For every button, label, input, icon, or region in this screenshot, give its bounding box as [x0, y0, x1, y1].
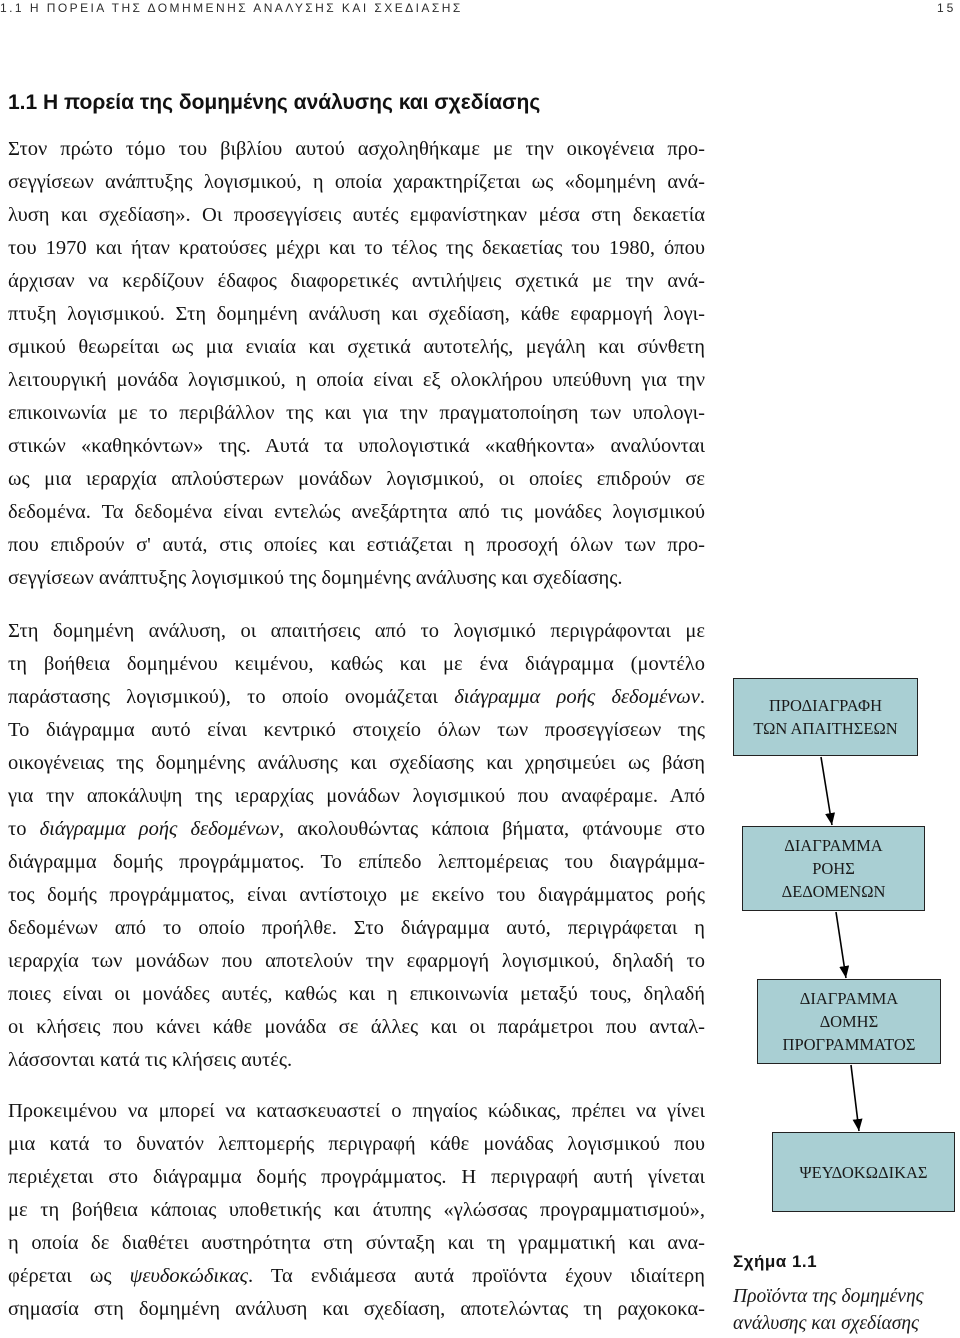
text-run: το — [8, 818, 40, 840]
flow-arrow — [821, 757, 832, 825]
emphasized-term: διάγραμμα ροής δεδομένων — [39, 818, 279, 840]
text-line: του 1970 και ήταν κρατούσες μέχρι και το τέλος της δεκαετίας του 1980, όπου — [8, 237, 705, 259]
text-line: η οποία δε διαθέτει αυστηρότητα στη σύνταξη και τη γραμματική και ανα- — [8, 1232, 705, 1254]
text-line: τος δομής προγράμματος, είναι αντίστοιχο με εκείνο του διαγράμματος ροής — [8, 884, 705, 906]
text-line: Στη δομημένη ανάλυση, οι απαιτήσεις από το λογισμικό περιγράφονται με — [8, 620, 705, 642]
box-label-line: ΔΕΔΟΜΕΝΩΝ — [781, 882, 886, 901]
paragraph — [8, 133, 705, 595]
text-line: ιεραρχία των μονάδων που αποτελούν την εφαρμογή λογισμικού, δηλαδή το — [8, 950, 705, 972]
box-label-line: ΔΟΜΗΣ — [819, 1012, 879, 1031]
text-line: άρχισαν να κερδίζουν έδαφος διαφορετικές αντιλήψεις σχετικά με την ανά- — [8, 270, 705, 292]
text-line: περιέχεται στο διάγραμμα δομής προγράμματος. Η περιγραφή αυτή γίνεται — [8, 1166, 705, 1188]
text-line: δεδομένων από το οποίο προήλθε. Στο διάγραμμα αυτό, περιγράφεται η — [8, 917, 705, 939]
text-line: που επιδρούν σ' αυτά, στις οποίες και εστιάζεται η προσοχή όλων των προ- — [8, 534, 705, 556]
figure-label: Σχήμα 1.1 — [733, 1252, 818, 1271]
text-line: λάσσονται κατά τις κλήσεις αυτές. — [8, 1049, 293, 1071]
text-line: σεγγίσεων ανάπτυξης λογισμικού, η οποία χαρακτηρίζεται ως «δομημένη ανά- — [8, 171, 705, 193]
box-label-line: ΠΡΟΓΡΑΜΜΑΤΟΣ — [782, 1035, 916, 1054]
text-line: στικών «καθηκόντων» της. Αυτά τα υπολογιστικά «καθήκοντα» αναλύονται — [8, 435, 705, 457]
box-label-line: ΔΙΑΓΡΑΜΜΑ — [784, 836, 883, 855]
text-line: λειτουργική μονάδα λογισμικού, η οποία είναι εξ ολοκλήρου υπεύθυνη για την — [8, 369, 705, 391]
text-line: οι κλήσεις που κάνει κάθε μονάδα σε άλλες και οι παράμετροι που ανταλ- — [8, 1016, 705, 1038]
text-line: Προκειμένου να μπορεί να κατασκευαστεί ο πηγαίος κώδικας, πρέπει να γίνει — [8, 1100, 705, 1122]
text-run: παράστασης λογισμικού), το οποίο ονομάζεται — [8, 686, 455, 708]
page-number: 15 — [937, 1, 957, 15]
text-run: , ακολουθώντας κάποια βήματα, φτάνουμε στο — [278, 818, 705, 840]
box-label-line: ΨΕΥΔΟΚΩΔΙΚΑΣ — [799, 1162, 928, 1182]
text-line: Το διάγραμμα αυτό είναι κεντρικό στοιχείο όλων των προσεγγίσεων της — [8, 719, 705, 741]
box-requirements-specification — [733, 678, 918, 756]
flow-arrow — [851, 1065, 859, 1131]
paragraph — [8, 1095, 705, 1326]
text-line: σημασία στη δομημένη ανάλυση και σχεδίαση, αποτελώντας τη ραχοκοκα- — [8, 1298, 705, 1320]
text-line: για την αποκάλυψη της ιεραρχίας μονάδων λογισμικού που αναφέραμε. Από — [8, 785, 705, 807]
box-pseudocode — [772, 1132, 955, 1212]
paragraph — [8, 615, 705, 1077]
figure-caption — [733, 1283, 924, 1337]
text-line: με τη βοήθεια κάποιας υποθετικής και άτυπης «γλώσσας προγραμματισμού», — [8, 1199, 705, 1221]
text-line — [8, 1260, 705, 1293]
text-line: επικοινωνία με το περιβάλλον της και για την πραγματοποίηση των υπολογι- — [8, 402, 705, 424]
text-line: πτυξη λογισμικού. Στη δομημένη ανάλυση και σχεδίαση, κάθε εφαρμογή λογι- — [8, 303, 705, 325]
text-run: . Τα ενδιάμεσα αυτά προϊόντα έχουν ιδιαίτερη — [247, 1265, 705, 1287]
box-program-structure-diagram — [757, 979, 941, 1064]
figure-caption-line: ανάλυσης και σχεδίασης — [733, 1313, 919, 1334]
text-line — [8, 813, 705, 846]
text-line: λυση και σχεδίαση». Οι προσεγγίσεις αυτές εμφανίστηκαν μέσα στη δεκαετία — [8, 204, 705, 226]
emphasized-term: διάγραμμα ροής δεδομένων — [454, 686, 700, 708]
text-line: σεγγίσεων ανάπτυξης λογισμικού της δομημένης ανάλυσης και σχεδίασης. — [8, 567, 623, 589]
section-title: 1.1 Η πορεία της δομημένης ανάλυσης και σχεδίασης — [8, 91, 541, 114]
text-line: Στον πρώτο τόμο του βιβλίου αυτού ασχοληθήκαμε με την οικογένεια προ- — [8, 138, 705, 160]
box-data-flow-diagram — [742, 826, 925, 911]
text-line: οικογένειας της δομημένης ανάλυσης και σχεδίασης και χρησιμεύει ως βάση — [8, 752, 705, 774]
figure-caption-line: Προϊόντα της δομημένης — [733, 1286, 924, 1307]
text-line — [8, 681, 705, 714]
emphasized-term: ψευδοκώδικας — [129, 1265, 248, 1287]
text-line: διάγραμμα δομής προγράμματος. Το επίπεδο λεπτομέρειας του διαγράμμα- — [8, 851, 705, 873]
box-label-line: ΠΡΟΔΙΑΓΡΑΦΗ — [768, 696, 883, 715]
box-label-line: ΤΩΝ ΑΠΑΙΤΗΣΕΩΝ — [753, 719, 898, 738]
running-header-title: 1.1 Η ΠΟΡΕΙΑ ΤΗΣ ΔΟΜΗΜΕΝΗΣ ΑΝΑΛΥΣΗΣ ΚΑΙ ΣΧΕΔΙΑΣΗΣ — [0, 1, 463, 15]
text-line: σμικού θεωρείται ως μια ενιαία και σχετικά αυτοτελής, μεγάλη και σύνθετη — [8, 336, 705, 358]
box-label-line: ΔΙΑΓΡΑΜΜΑ — [799, 989, 899, 1008]
text-line: ποιες είναι οι μονάδες αυτές, καθώς και η επικοινωνία μεταξύ τους, δηλαδή — [8, 983, 705, 1005]
text-line: τη βοήθεια δομημένου κειμένου, καθώς και με ένα διάγραμμα (μοντέλο — [8, 653, 705, 675]
text-run: φέρεται ως — [8, 1265, 130, 1287]
flow-arrow — [836, 912, 846, 978]
text-line: μια κατά το δυνατόν λεπτομερής περιγραφή κάθε μονάδας λογισμικού που — [8, 1133, 705, 1155]
box-label-line: ΡΟΗΣ — [812, 859, 855, 878]
text-run: . — [699, 686, 705, 708]
text-line: ως μια ιεραρχία απλούστερων μονάδων λογισμικού, οι οποίες επιδρούν σε — [8, 468, 705, 490]
text-line: δεδομένα. Τα δεδομένα είναι εντελώς ανεξάρτητα από τις μονάδες λογισμικού — [8, 501, 705, 523]
